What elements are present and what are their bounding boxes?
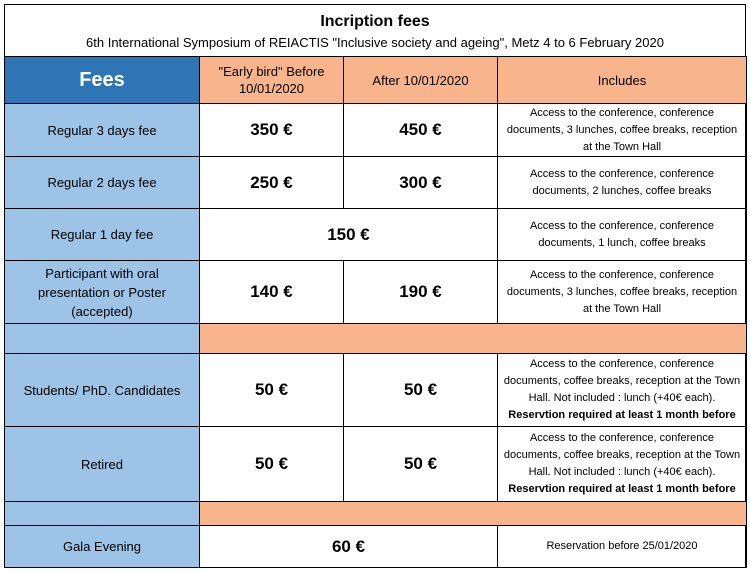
header-early-bird: "Early bird" Before 10/01/2020 — [200, 57, 344, 104]
page-subtitle: 6th International Symposium of REIACTIS "Inclusive society and ageing", Metz 4 to 6 February 2020 — [86, 35, 664, 50]
header-includes: Includes — [498, 57, 747, 104]
header-after: After 10/01/2020 — [344, 57, 498, 104]
includes-text: Access to the conference, conference documents, 3 lunches, coffee breaks, reception at the Town Hall — [498, 104, 747, 157]
table-row — [5, 354, 747, 427]
includes-text: Access to the conference, conference documents, coffee breaks, reception at the Town Hall. Not included : lunch (+40€ each). — [503, 358, 741, 404]
table-row — [5, 261, 747, 324]
table-row — [5, 209, 747, 261]
early-bird-price: 140 € — [200, 261, 344, 324]
title-block — [4, 4, 746, 57]
table-header-row — [5, 57, 747, 104]
row-label: Regular 3 days fee — [5, 104, 200, 157]
early-bird-price: 50 € — [200, 354, 344, 427]
row-label: Retired — [5, 427, 200, 502]
after-price: 50 € — [344, 354, 498, 427]
after-price: 50 € — [344, 427, 498, 502]
row-label: Regular 2 days fee — [5, 157, 200, 209]
includes-text: Access to the conference, conference documents, coffee breaks, reception at the Town Hall. Not included : lunch (+40€ each). — [503, 432, 741, 478]
includes-cell — [498, 354, 747, 427]
spacer-row — [5, 324, 747, 354]
table-row — [5, 157, 747, 209]
after-price: 450 € — [344, 104, 498, 157]
spacer-label-cell — [5, 502, 200, 526]
includes-text: Access to the conference, conference documents, 3 lunches, coffee breaks, reception at the Town Hall — [498, 261, 747, 324]
spacer-band — [200, 324, 747, 354]
reservation-note: Reservtion required at least 1 month before — [508, 409, 736, 421]
includes-text: Reservation before 25/01/2020 — [498, 526, 747, 568]
row-label: Participant with oral presentation or Poster (accepted) — [5, 261, 200, 324]
table-row — [5, 104, 747, 157]
early-bird-price: 50 € — [200, 427, 344, 502]
header-fees: Fees — [5, 57, 200, 104]
reservation-note: Reservtion required at least 1 month before — [508, 483, 736, 495]
single-price: 150 € — [200, 209, 498, 261]
early-bird-price: 250 € — [200, 157, 344, 209]
spacer-band — [200, 502, 747, 526]
early-bird-price: 350 € — [200, 104, 344, 157]
spacer-row — [5, 502, 747, 526]
single-price: 60 € — [200, 526, 498, 568]
row-label: Regular 1 day fee — [5, 209, 200, 261]
includes-text: Access to the conference, conference documents, 1 lunch, coffee breaks — [498, 209, 747, 261]
fees-table — [4, 56, 747, 568]
table-row — [5, 427, 747, 502]
spacer-label-cell — [5, 324, 200, 354]
row-label: Students/ PhD. Candidates — [5, 354, 200, 427]
row-label: Gala Evening — [5, 526, 200, 568]
after-price: 190 € — [344, 261, 498, 324]
includes-cell — [498, 427, 747, 502]
page-title: Incription fees — [320, 13, 430, 30]
includes-text: Access to the conference, conference documents, 2 lunches, coffee breaks — [498, 157, 747, 209]
table-row — [5, 526, 747, 568]
after-price: 300 € — [344, 157, 498, 209]
